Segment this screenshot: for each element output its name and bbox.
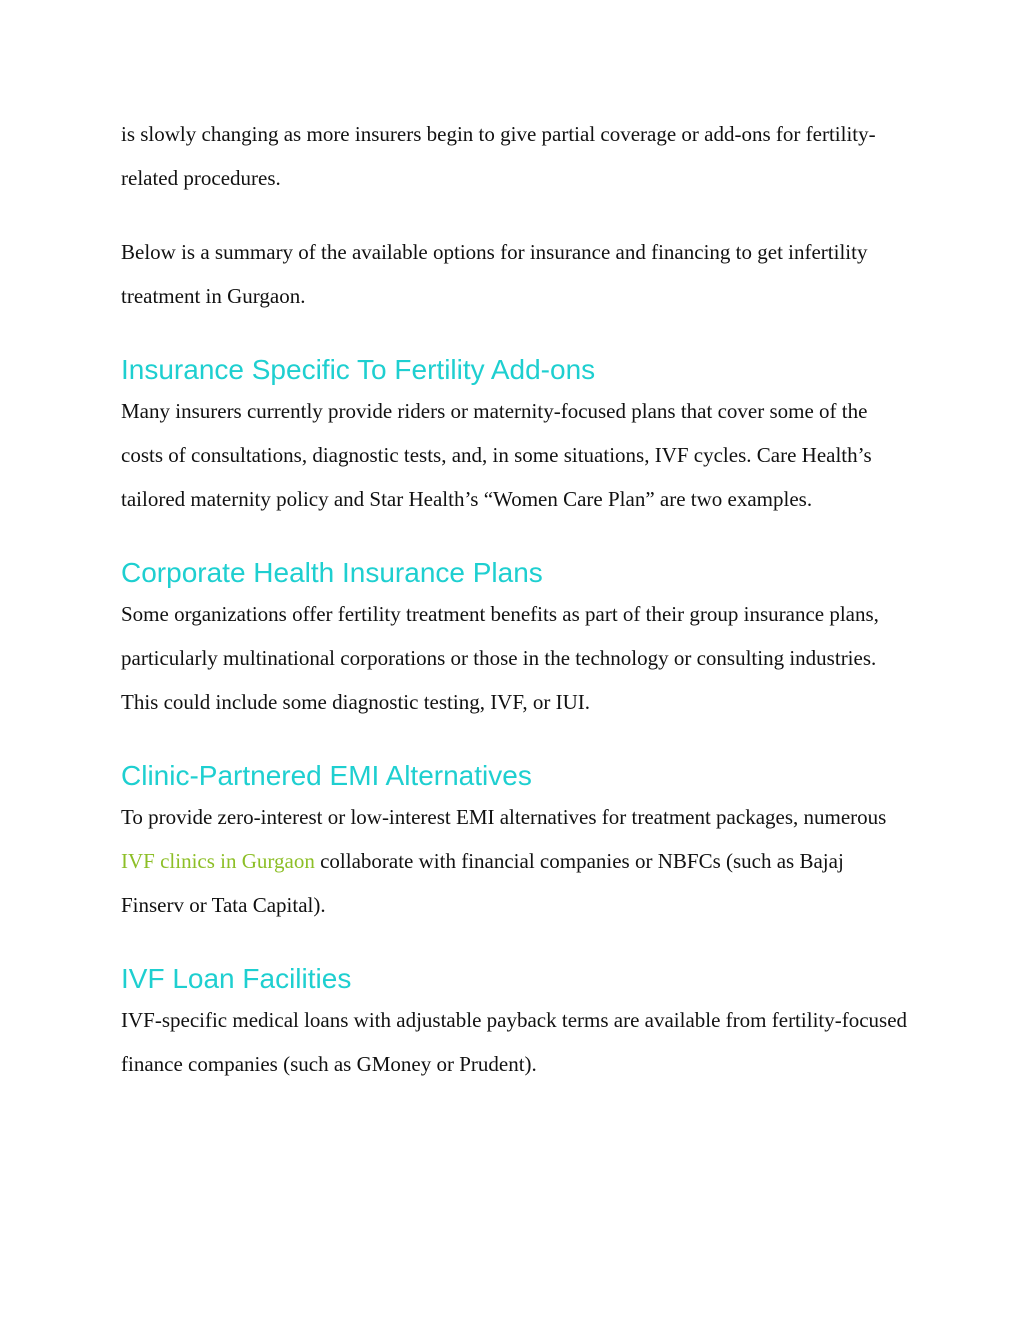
section-ivf-loans: [121, 961, 911, 1086]
section-fertility-add-ons: [121, 352, 911, 521]
section-heading: IVF Loan Facilities: [121, 963, 352, 994]
section-heading: Insurance Specific To Fertility Add-ons: [121, 354, 596, 385]
section-heading: Corporate Health Insurance Plans: [121, 557, 543, 588]
section-corporate-insurance: [121, 555, 911, 724]
body-text-after-link: collaborate with financial companies or NBFCs (such as Bajaj Finserv or Tata Capital).: [121, 849, 844, 917]
section-body: IVF-specific medical loans with adjustable payback terms are available from fertility-focused finance companies (such as GMoney or Prudent).: [121, 1008, 908, 1076]
intro-paragraph-2: Below is a summary of the available options for insurance and financing to get infertility treatment in Gurgaon.: [121, 240, 868, 308]
document-page: [121, 112, 911, 1086]
body-text-before-link: To provide zero-interest or low-interest EMI alternatives for treatment packages, numerous: [121, 805, 887, 829]
section-body: Some organizations offer fertility treatment benefits as part of their group insurance plans, particularly multinational corporations or those in the technology or consulting industries. This could include some diagnostic testing, IVF, or IUI.: [121, 602, 879, 714]
intro-paragraph-1: is slowly changing as more insurers begin to give partial coverage or add-ons for fertility-related procedures.: [121, 122, 876, 190]
ivf-clinics-gurgaon-link[interactable]: IVF clinics in Gurgaon: [121, 849, 315, 873]
section-body: Many insurers currently provide riders or maternity-focused plans that cover some of the costs of consultations, diagnostic tests, and, in some situations, IVF cycles. Care Health’s tailored maternity policy and Star Health’s “Women Care Plan” are two examples.: [121, 399, 872, 511]
section-emi-alternatives: [121, 758, 911, 927]
section-heading: Clinic-Partnered EMI Alternatives: [121, 760, 532, 791]
section-body: [121, 795, 911, 927]
